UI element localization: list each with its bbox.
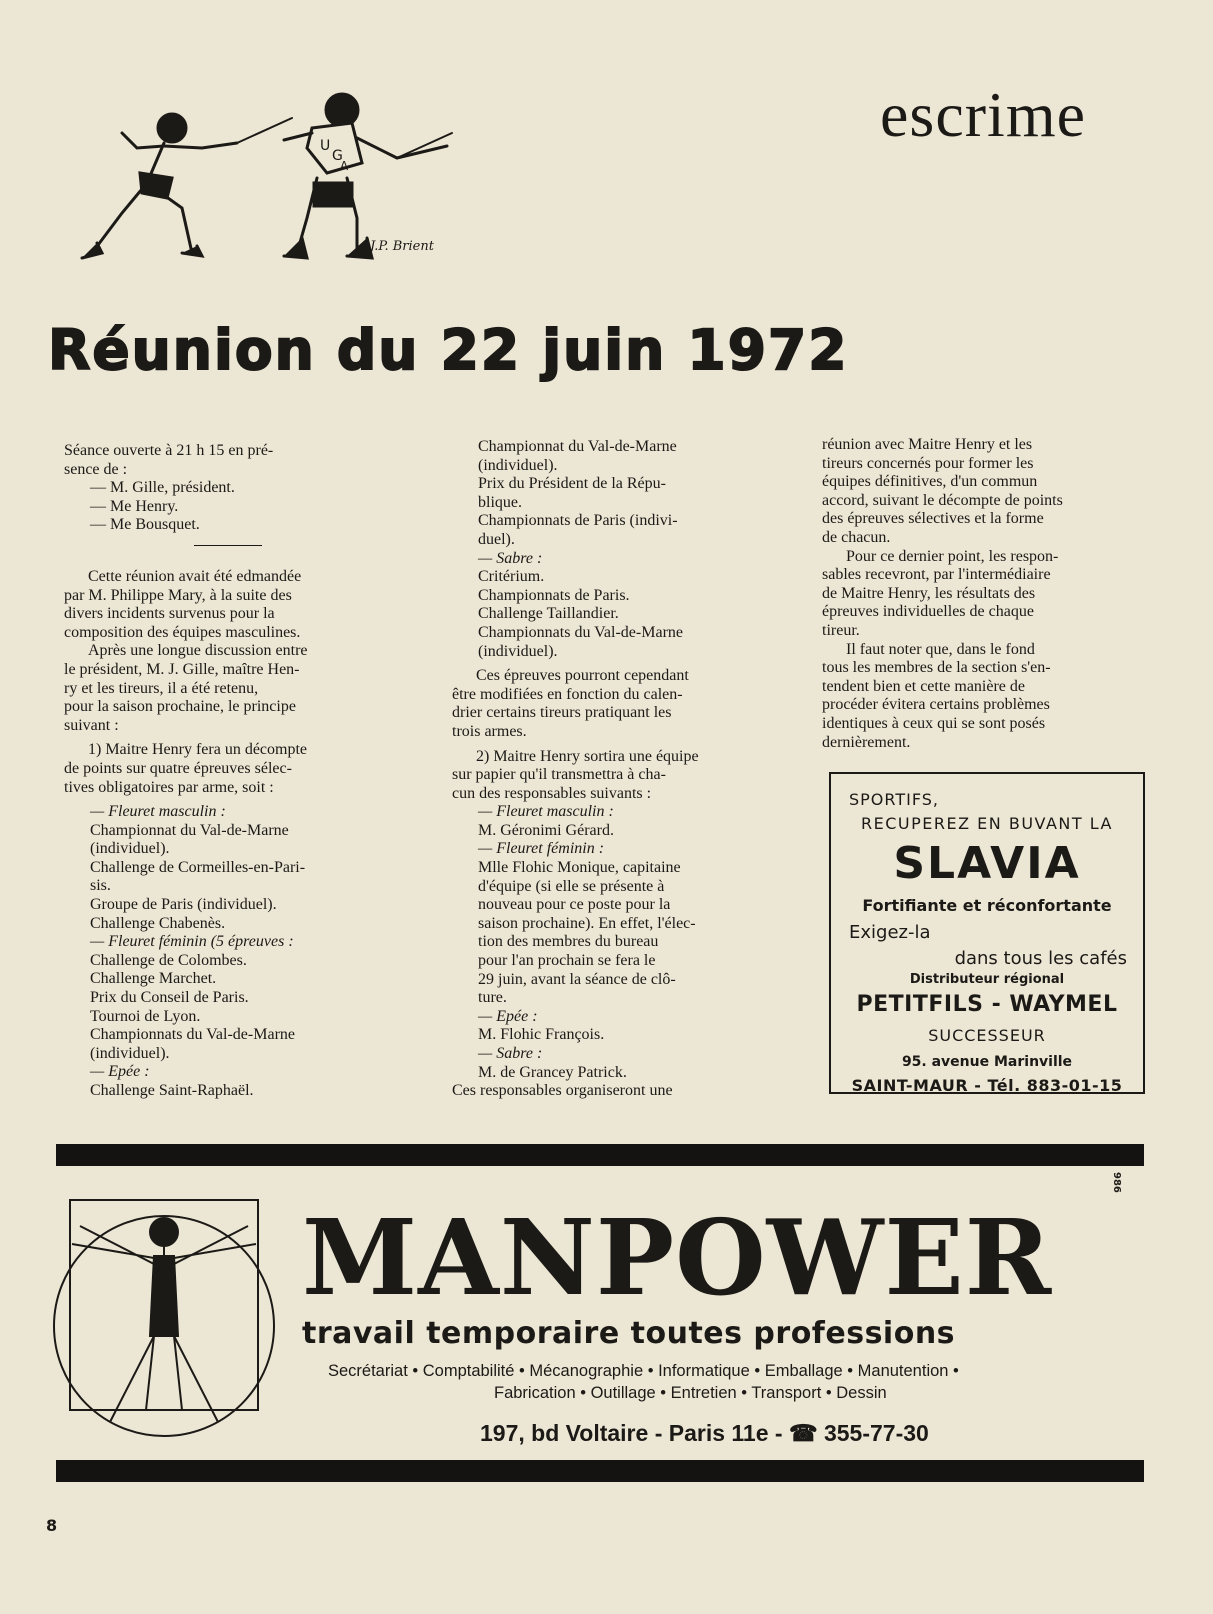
- col3-line: équipes définitives, d'un commun: [822, 473, 1038, 491]
- col1-line: sence de :: [64, 460, 128, 478]
- slavia-line-5: dans tous les cafés: [954, 948, 1127, 969]
- col1-line: de points sur quatre épreuves sélec-: [64, 759, 292, 777]
- col3-line: tendent bien et cette manière de: [822, 677, 1026, 695]
- slavia-distributor: PETITFILS - WAYMEL: [856, 992, 1118, 1017]
- col3-line: de chacun.: [822, 528, 891, 546]
- slavia-brand: SLAVIA: [893, 838, 1081, 889]
- col2-line: Championnats du Val-de-Marne: [478, 623, 683, 641]
- col1-line: Groupe de Paris (individuel).: [90, 896, 277, 914]
- manpower-bottom-bar: [56, 1460, 1144, 1482]
- col1-line: Challenge Saint-Raphaël.: [90, 1082, 254, 1099]
- col2-line: M. de Grancey Patrick.: [478, 1063, 627, 1081]
- page-number: 8: [46, 1516, 58, 1535]
- col2-line: être modifiées en fonction du calen-: [452, 685, 683, 703]
- col2-line: ture.: [478, 989, 507, 1007]
- col1-line: par M. Philippe Mary, à la suite des: [64, 586, 292, 604]
- col2-line: tion des membres du bureau: [478, 933, 659, 951]
- col3-line: accord, suivant le décompte de points: [822, 491, 1063, 509]
- col1-line: Championnats du Val-de-Marne: [90, 1026, 295, 1044]
- manpower-brand: MANPOWER: [302, 1196, 1053, 1319]
- col1-line: — Fleuret masculin :: [90, 803, 226, 821]
- col1-line: Challenge de Cormeilles-en-Pari-: [90, 858, 306, 876]
- col2-line: — Sabre :: [478, 549, 543, 567]
- slavia-line-1: SPORTIFS,: [849, 790, 940, 809]
- col2-line: — Epée :: [478, 1007, 538, 1025]
- manpower-services-line-1: Secrétariat • Comptabilité • Mécanographie • Informatique • Emballage • Manutention •: [328, 1362, 959, 1380]
- col1-line: — Epée :: [90, 1063, 150, 1081]
- col1-line: Tournoi de Lyon.: [90, 1007, 201, 1025]
- col1-line: Challenge Marchet.: [90, 970, 217, 988]
- col1-line: suivant :: [64, 716, 119, 734]
- col1-line: Challenge de Colombes.: [90, 951, 247, 969]
- col2-line: trois armes.: [452, 722, 527, 740]
- col1-line: le président, M. J. Gille, maître Hen-: [64, 660, 300, 678]
- vitruvian-man-icon: [50, 1186, 278, 1448]
- col3-line: tireur.: [822, 621, 860, 639]
- col3-line: réunion avec Maitre Henry et les: [822, 436, 1033, 453]
- col2-line: (individuel).: [478, 642, 558, 660]
- col2-line: sur papier qu'il transmettra à cha-: [452, 766, 666, 784]
- col1-line: tives obligatoires par arme, soit :: [64, 778, 274, 796]
- col3-line: de Maitre Henry, les résultats des: [822, 584, 1036, 602]
- col2-line: Challenge Taillandier.: [478, 605, 619, 623]
- col1-line: Cette réunion avait été edmandée: [88, 567, 302, 585]
- illustration-signature: J.P. Brient: [370, 239, 434, 254]
- manpower-code: 986: [1111, 1172, 1122, 1193]
- slavia-address: 95. avenue Marinville: [901, 1054, 1073, 1070]
- slavia-line-8: SUCCESSEUR: [928, 1026, 1046, 1045]
- col1-line: Championnat du Val-de-Marne: [90, 821, 289, 839]
- manpower-top-bar: [56, 1144, 1144, 1166]
- col3-line: procéder évitera certains problèmes: [822, 696, 1050, 714]
- col3-line: tireurs concernés pour former les: [822, 454, 1034, 472]
- col2-line: M. Géronimi Gérard.: [478, 821, 614, 839]
- col2-line: (individuel).: [478, 456, 558, 474]
- slavia-line-4: Exigez-la: [849, 922, 931, 943]
- col2-line: drier certains tireurs pratiquant les: [452, 704, 672, 722]
- col3-line: des épreuves sélectives et la forme: [822, 510, 1044, 528]
- col1-line: 1) Maitre Henry fera un décompte: [88, 741, 308, 759]
- col2-line: Ces épreuves pourront cependant: [476, 667, 689, 685]
- col2-line: 2) Maitre Henry sortira une équipe: [476, 747, 699, 765]
- col3-line: identiques à ceux qui se sont posés: [822, 714, 1046, 732]
- col2-line: — Fleuret masculin :: [478, 803, 614, 821]
- col2-line: Championnats de Paris.: [478, 586, 630, 604]
- manpower-tagline: travail temporaire toutes professions: [302, 1316, 956, 1351]
- shield-letter-g: G: [332, 148, 343, 164]
- col1-line: — Me Bousquet.: [90, 516, 200, 534]
- col3-line: Pour ce dernier point, les respon-: [846, 547, 1059, 565]
- col1-line: Prix du Conseil de Paris.: [90, 989, 249, 1007]
- col2-line: Mlle Flohic Monique, capitaine: [478, 859, 681, 877]
- col2-line: nouveau pour ce poste pour la: [478, 896, 671, 914]
- slavia-line-3: Fortifiante et réconfortante: [862, 896, 1112, 915]
- column-2: [452, 438, 768, 1101]
- col1-line: — Me Henry.: [90, 497, 179, 515]
- col2-line: Critérium.: [478, 568, 545, 586]
- col2-line: d'équipe (si elle se présente à: [478, 877, 665, 895]
- col1-line: composition des équipes masculines.: [64, 623, 301, 641]
- shield-letter-u: U: [320, 138, 331, 154]
- col3-line: dernièrement.: [822, 733, 911, 751]
- col2-line: — Fleuret féminin :: [478, 840, 605, 858]
- manpower-address: 197, bd Voltaire - Paris 11e - ☎ 355-77-30: [480, 1420, 929, 1446]
- col1-line: divers incidents survenus pour la: [64, 605, 275, 623]
- separator-line: [194, 545, 262, 546]
- col2-line: Championnat du Val-de-Marne: [478, 438, 677, 455]
- col1-line: (individuel).: [90, 840, 170, 858]
- col1-line: sis.: [90, 877, 111, 895]
- slavia-phone: SAINT-MAUR - Tél. 883-01-15: [851, 1076, 1123, 1095]
- col1-line: (individuel).: [90, 1044, 170, 1062]
- col1-line: Après une longue discussion entre: [88, 642, 308, 660]
- shield-letter-a: A: [340, 159, 349, 173]
- col3-line: tous les membres de la section s'en-: [822, 659, 1051, 677]
- col2-line: duel).: [478, 530, 515, 548]
- col1-line: Séance ouverte à 21 h 15 en pré-: [64, 442, 274, 459]
- col1-line: — M. Gille, président.: [90, 479, 235, 497]
- col2-line: Ces responsables organiseront une: [452, 1082, 673, 1100]
- slavia-line-6: Distributeur régional: [909, 972, 1065, 987]
- col1-line: Challenge Chabenès.: [90, 914, 226, 932]
- col1-line: — Fleuret féminin (5 épreuves :: [90, 933, 294, 951]
- column-3: [822, 436, 1156, 752]
- col2-line: M. Flohic François.: [478, 1026, 605, 1044]
- col3-line: Il faut noter que, dans le fond: [846, 640, 1035, 658]
- col1-line: ry et les tireurs, il a été retenu,: [64, 679, 259, 697]
- fencers-illustration: [52, 88, 462, 283]
- slavia-advertisement: [829, 772, 1145, 1094]
- col2-line: cun des responsables suivants :: [452, 784, 652, 802]
- col3-line: sables recevront, par l'intermédiaire: [822, 566, 1051, 584]
- col2-line: 29 juin, avant la séance de clô-: [478, 970, 676, 988]
- col2-line: — Sabre :: [478, 1045, 543, 1062]
- col2-line: saison prochaine). En effet, l'élec-: [478, 914, 696, 932]
- headline: Réunion du 22 juin 1972: [48, 318, 849, 382]
- col2-line: blique.: [478, 493, 522, 511]
- col2-line: pour l'an prochain se fera le: [478, 952, 656, 970]
- col2-line: Championnats de Paris (indivi-: [478, 512, 678, 530]
- slavia-line-2: RECUPEREZ EN BUVANT LA: [861, 814, 1113, 833]
- col3-line: épreuves individuelles de chaque: [822, 603, 1034, 621]
- col1-line: pour la saison prochaine, le principe: [64, 698, 296, 716]
- col2-line: Prix du Président de la Répu-: [478, 475, 666, 493]
- section-title: escrime: [880, 79, 1086, 150]
- manpower-services-line-2: Fabrication • Outillage • Entretien • Transport • Dessin: [494, 1384, 887, 1402]
- column-1: [64, 442, 380, 1101]
